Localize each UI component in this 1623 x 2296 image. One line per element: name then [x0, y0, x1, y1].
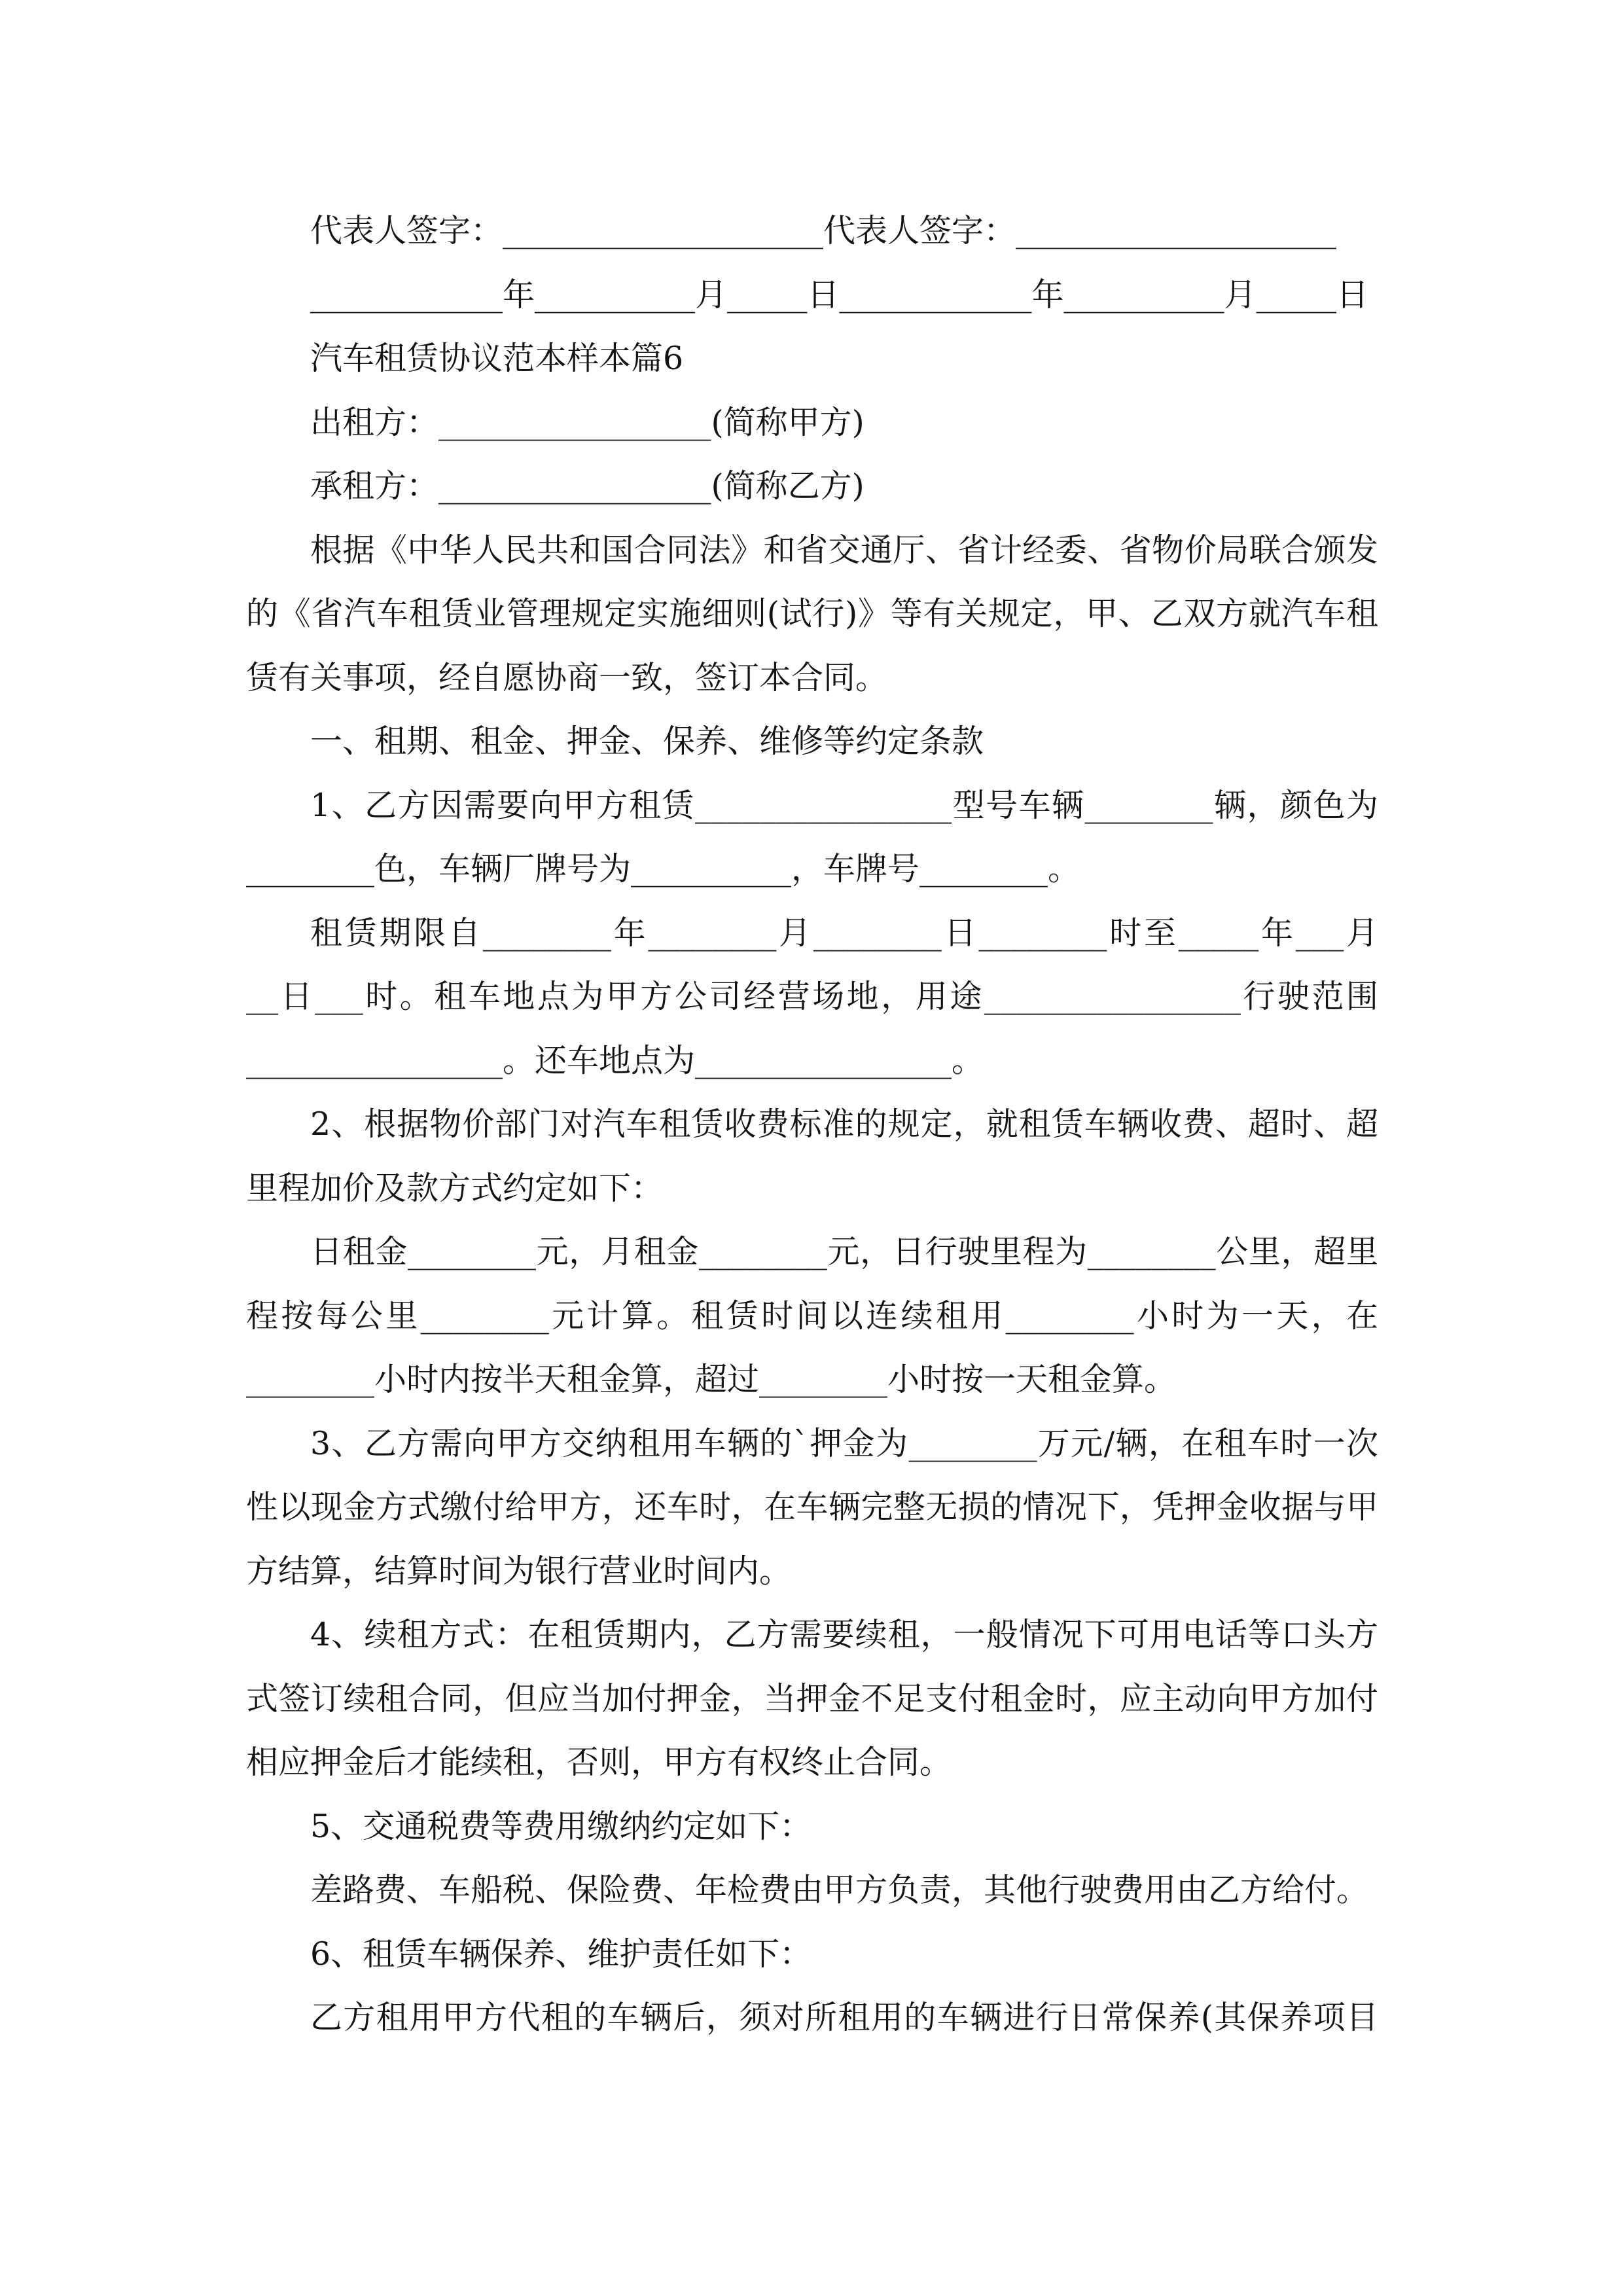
clause-6-heading: 6、租赁车辆保养、维护责任如下： [310, 1935, 812, 1973]
preamble-line: 根据《中华人民共和国合同法》和省交通厅、省计经委、省物价局联合颁发 [310, 531, 1378, 569]
clause-4-line: 4、续租方式：在租赁期内，乙方需要续租，一般情况下可用电话等口头方 [310, 1616, 1378, 1653]
lessee-field: 承租方：_________________(简称乙方) [310, 467, 865, 505]
document-title: 汽车租赁协议范本样本篇6 [310, 340, 684, 377]
clause-1-line: 1、乙方因需要向甲方租赁________________型号车辆________辆，颜色为 [310, 786, 1378, 824]
clause-3-line: 方结算，结算时间为银行营业时间内。 [246, 1552, 792, 1590]
lease-period-line: ________________。还车地点为________________。 [246, 1041, 984, 1079]
signature-date-line: ____________年__________月_____日____________年__________月_____日 [310, 276, 1368, 314]
clause-5-heading: 5、交通税费等费用缴纳约定如下： [310, 1807, 812, 1845]
document-body [246, 199, 1378, 2050]
clause-6-detail: 乙方租用甲方代租的车辆后，须对所租用的车辆进行日常保养(其保养项目 [310, 1999, 1378, 2036]
clause-1-line: ________色，车辆厂牌号为__________，车牌号________。 [246, 850, 1080, 888]
clause-5-detail: 差路费、车船税、保险费、年检费由甲方负责，其他行驶费用由乙方给付。 [310, 1871, 1369, 1909]
preamble-line: 赁有关事项，经自愿协商一致，签订本合同。 [246, 658, 888, 696]
rental-fee-line: ________小时内按半天租金算，超过________小时按一天租金算。 [246, 1361, 1177, 1398]
clause-3-line: 3、乙方需向甲方交纳租用车辆的`押金为________万元/辆，在租车时一次 [310, 1424, 1378, 1462]
rental-fee-line: 程按每公里________元计算。租赁时间以连续租用________小时为一天，在 [246, 1297, 1378, 1335]
clause-2-line: 2、根据物价部门对汽车租赁收费标准的规定，就租赁车辆收费、超时、超 [310, 1105, 1378, 1143]
clause-3-line: 性以现金方式缴付给甲方，还车时，在车辆完整无损的情况下，凭押金收据与甲 [246, 1488, 1378, 1526]
clause-4-line: 相应押金后才能续租，否则，甲方有权终止合同。 [246, 1744, 952, 1781]
lease-period-line: 租赁期限自________年________月________日________时至_____年___月 [310, 914, 1378, 952]
section-heading: 一、租期、租金、押金、保养、维修等约定条款 [310, 723, 984, 760]
lease-period-line: __日___时。租车地点为甲方公司经营场地，用途________________行驶范围 [246, 978, 1378, 1015]
signature-line: 代表人签字：____________________代表人签字：____________________ [310, 212, 1337, 249]
lessor-field: 出租方：_________________(简称甲方) [310, 403, 865, 441]
rental-fee-line: 日租金________元，月租金________元，日行驶里程为________公里，超里 [310, 1233, 1378, 1270]
clause-2-line: 里程加价及款方式约定如下： [246, 1169, 664, 1207]
clause-4-line: 式签订续租合同，但应当加付押金，当押金不足支付租金时，应主动向甲方加付 [246, 1679, 1378, 1717]
preamble-line: 的《省汽车租赁业管理规定实施细则(试行)》等有关规定，甲、乙双方就汽车租 [246, 595, 1378, 632]
